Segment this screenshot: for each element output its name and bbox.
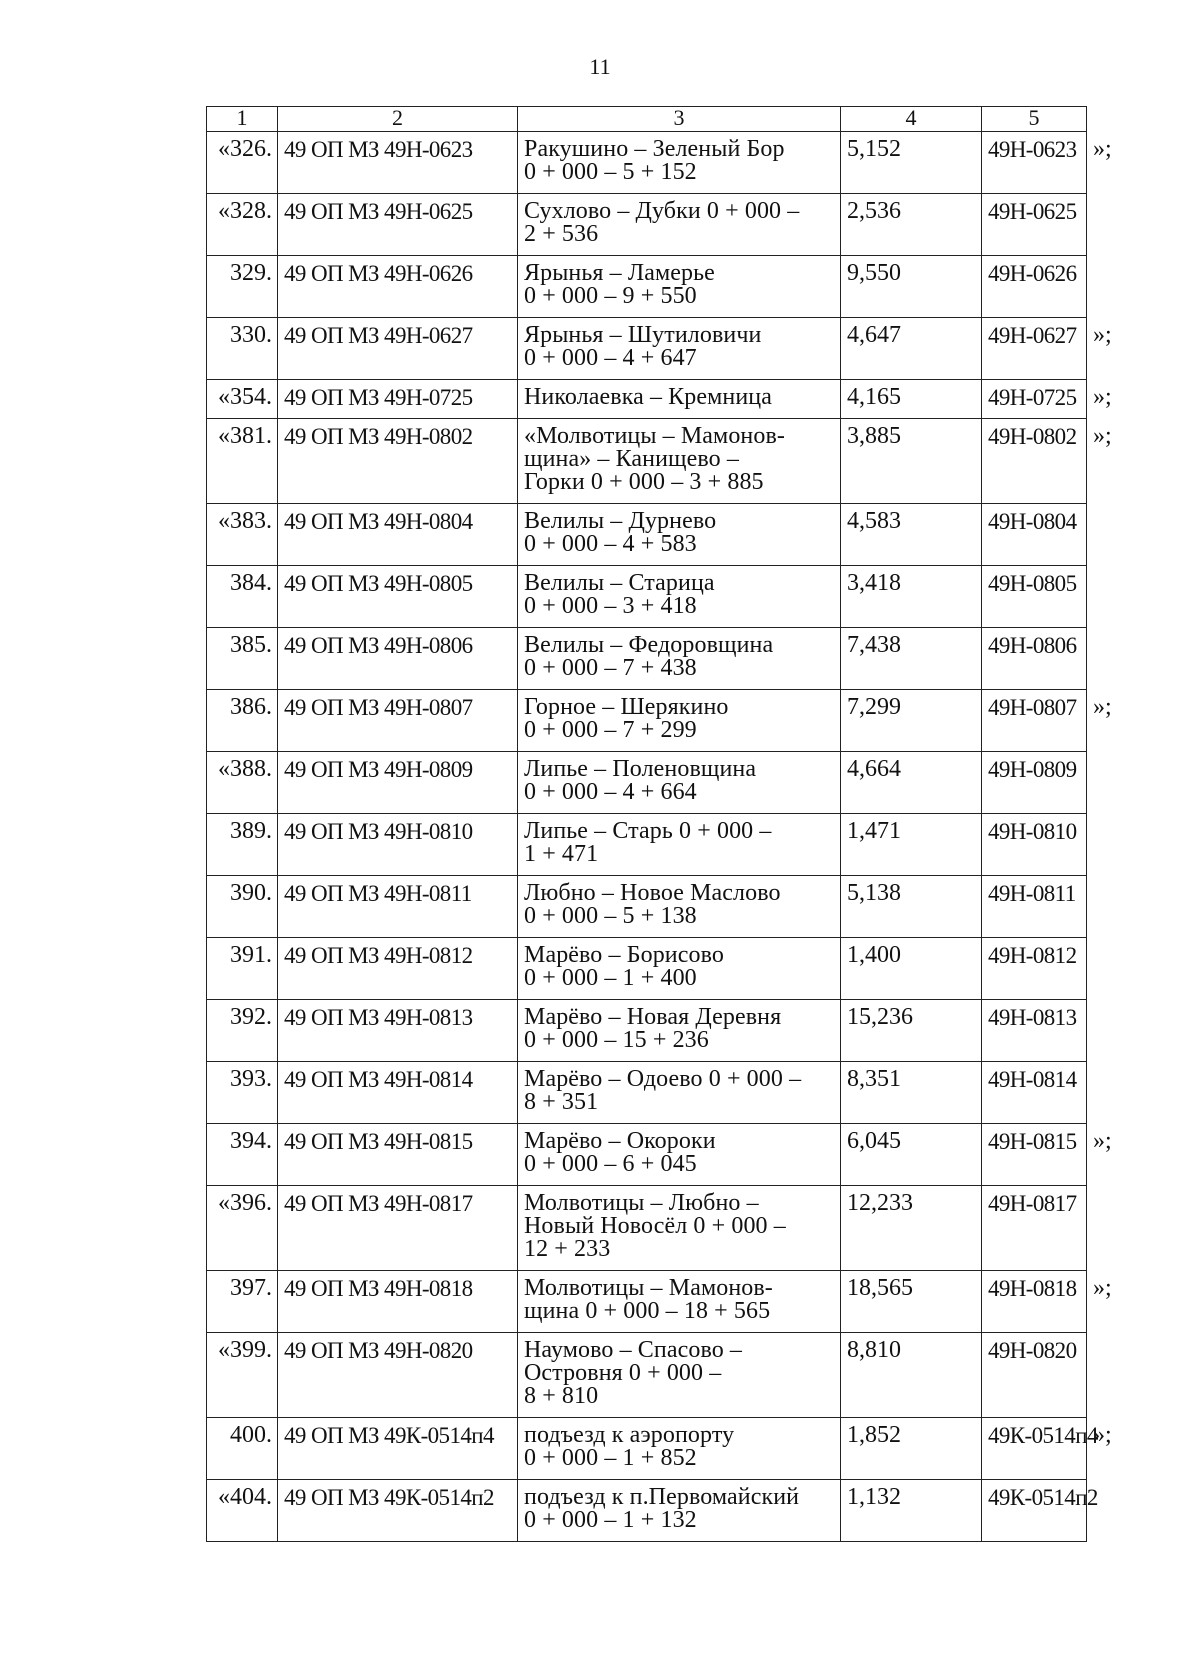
closing-quote [1087,1062,1127,1124]
road-id: 49Н-0811 [982,876,1087,938]
table-row [207,938,1127,1000]
road-code: 49 ОП МЗ 49Н-0626 [278,256,518,318]
road-id: 49Н-0818 [982,1271,1087,1333]
table-row [207,876,1127,938]
road-name [518,1271,841,1333]
table-row [207,380,1127,419]
closing-quote: »; [1093,1127,1112,1154]
closing-quote [1087,1186,1127,1271]
road-name-line: 0 + 000 – 3 + 418 [524,593,697,619]
row-number: 394. [207,1124,278,1186]
row-number: «388. [207,752,278,814]
closing-quote: »; [1093,1274,1112,1301]
road-code: 49 ОП МЗ 49Н-0817 [278,1186,518,1271]
road-id: 49Н-0807 [982,690,1087,752]
road-length: 7,438 [841,628,982,690]
closing-quote: »; [1093,383,1112,410]
road-name [518,132,841,194]
header-col-1: 1 [207,107,278,132]
closing-quote [1087,814,1127,876]
road-length: 4,583 [841,504,982,566]
table-header [207,107,1127,132]
road-name-line: 12 + 233 [524,1236,611,1262]
row-number: «326. [207,132,278,194]
road-length: 15,236 [841,1000,982,1062]
road-id: 49Н-0627 [982,318,1087,380]
road-id: 49К-0514п2 [982,1480,1087,1542]
road-name-line: Марёво – Окороки [524,1128,716,1154]
closing-quote [1087,876,1127,938]
road-name-line: Ракушино – Зеленый Бор [524,136,785,162]
roads-table [206,106,1127,1542]
road-name-line: Молвотицы – Любно – [524,1190,759,1216]
table-row [207,814,1127,876]
road-name-line: 8 + 810 [524,1383,599,1409]
closing-quote [1087,1333,1127,1418]
road-id: 49Н-0806 [982,628,1087,690]
row-number: «328. [207,194,278,256]
table-row [207,504,1127,566]
road-name [518,419,841,504]
road-length: 7,299 [841,690,982,752]
row-number: 392. [207,1000,278,1062]
closing-quote: »; [1093,135,1112,162]
road-name-line: Ярынья – Шутиловичи [524,322,762,348]
road-id: 49Н-0725 [982,380,1087,419]
road-name [518,1062,841,1124]
road-name-line: 0 + 000 – 6 + 045 [524,1151,697,1177]
table-row [207,419,1127,504]
road-id: 49Н-0812 [982,938,1087,1000]
road-code: 49 ОП МЗ 49Н-0627 [278,318,518,380]
road-name-line: 0 + 000 – 1 + 400 [524,965,697,991]
road-name [518,628,841,690]
row-number: 390. [207,876,278,938]
road-id: 49К-0514п4 [982,1418,1087,1480]
row-number: «396. [207,1186,278,1271]
road-name-line: 0 + 000 – 7 + 299 [524,717,697,743]
table-row [207,752,1127,814]
road-name [518,1000,841,1062]
closing-quote [1087,504,1127,566]
table-row [207,256,1127,318]
table-row [207,690,1127,752]
road-name-line: Николаевка – Кремница [524,384,772,410]
road-name [518,938,841,1000]
road-name [518,690,841,752]
road-code: 49 ОП МЗ 49Н-0814 [278,1062,518,1124]
road-length: 5,138 [841,876,982,938]
road-name [518,1333,841,1418]
row-number: 389. [207,814,278,876]
closing-quote [1087,752,1127,814]
road-name [518,194,841,256]
road-name-line: Марёво – Борисово [524,942,724,968]
road-code: 49 ОП МЗ 49Н-0809 [278,752,518,814]
road-name-line: 0 + 000 – 4 + 664 [524,779,697,805]
road-name-line: 0 + 000 – 1 + 132 [524,1507,697,1533]
table-row [207,1418,1127,1480]
road-id: 49Н-0805 [982,566,1087,628]
road-code: 49 ОП МЗ 49К-0514п2 [278,1480,518,1542]
row-number: «354. [207,380,278,419]
row-number: 330. [207,318,278,380]
closing-quote [1087,628,1127,690]
road-id: 49Н-0815 [982,1124,1087,1186]
road-id: 49Н-0817 [982,1186,1087,1271]
road-name-line: 0 + 000 – 4 + 647 [524,345,697,371]
road-name-line: Ярынья – Ламерье [524,260,715,286]
road-name [518,876,841,938]
closing-quote: »; [1093,321,1112,348]
road-name-line: Горки 0 + 000 – 3 + 885 [524,469,764,495]
row-number: «399. [207,1333,278,1418]
row-number: 385. [207,628,278,690]
road-code: 49 ОП МЗ 49Н-0820 [278,1333,518,1418]
table-row [207,318,1127,380]
road-name [518,1124,841,1186]
row-number: 386. [207,690,278,752]
road-length: 8,351 [841,1062,982,1124]
road-length: 9,550 [841,256,982,318]
road-name [518,1186,841,1271]
closing-quote: »; [1093,422,1112,449]
road-name-line: Горное – Шерякино [524,694,729,720]
road-id: 49Н-0820 [982,1333,1087,1418]
road-id: 49Н-0802 [982,419,1087,504]
road-length: 2,536 [841,194,982,256]
road-name [518,752,841,814]
road-name [518,504,841,566]
table-row [207,1333,1127,1418]
road-length: 12,233 [841,1186,982,1271]
closing-quote [1087,1000,1127,1062]
closing-quote: »; [1093,693,1112,720]
road-name-line: Марёво – Новая Деревня [524,1004,782,1030]
road-code: 49 ОП МЗ 49Н-0811 [278,876,518,938]
road-length: 1,852 [841,1418,982,1480]
road-name-line: 0 + 000 – 4 + 583 [524,531,697,557]
road-name-line: Велилы – Федоровщина [524,632,774,658]
page-number: 11 [589,54,611,79]
table-row [207,628,1127,690]
road-length: 4,664 [841,752,982,814]
road-code: 49 ОП МЗ 49Н-0810 [278,814,518,876]
table-row [207,1480,1127,1542]
table-row [207,1271,1127,1333]
road-name [518,318,841,380]
road-length: 18,565 [841,1271,982,1333]
road-name [518,814,841,876]
closing-quote [1087,566,1127,628]
road-id: 49Н-0809 [982,752,1087,814]
road-name-line: «Молвотицы – Мамонов- [524,423,786,449]
road-length: 6,045 [841,1124,982,1186]
road-name-line: Наумово – Спасово – [524,1337,743,1363]
row-number: 384. [207,566,278,628]
road-code: 49 ОП МЗ 49Н-0818 [278,1271,518,1333]
road-code: 49 ОП МЗ 49К-0514п4 [278,1418,518,1480]
road-code: 49 ОП МЗ 49Н-0813 [278,1000,518,1062]
row-number: 400. [207,1418,278,1480]
road-name-line: Новый Новосёл 0 + 000 – [524,1213,786,1239]
road-name-line: 0 + 000 – 15 + 236 [524,1027,709,1053]
road-name-line: подъезд к п.Первомайский [524,1484,800,1510]
road-length: 1,400 [841,938,982,1000]
road-length: 5,152 [841,132,982,194]
road-code: 49 ОП МЗ 49Н-0807 [278,690,518,752]
table-body [207,132,1127,1542]
road-code: 49 ОП МЗ 49Н-0802 [278,419,518,504]
road-name-line: 0 + 000 – 1 + 852 [524,1445,697,1471]
road-length: 1,132 [841,1480,982,1542]
road-name [518,1418,841,1480]
header-col-4: 4 [841,107,982,132]
road-name-line: Липье – Поленовщина [524,756,757,782]
road-length: 4,165 [841,380,982,419]
road-name-line: Молвотицы – Мамонов- [524,1275,773,1301]
row-number: «381. [207,419,278,504]
header-col-2: 2 [278,107,518,132]
closing-quote [1087,256,1127,318]
road-code: 49 ОП МЗ 49Н-0805 [278,566,518,628]
row-number: 393. [207,1062,278,1124]
table-row [207,1124,1127,1186]
closing-quote [1087,938,1127,1000]
road-code: 49 ОП МЗ 49Н-0804 [278,504,518,566]
road-code: 49 ОП МЗ 49Н-0815 [278,1124,518,1186]
row-number: «383. [207,504,278,566]
road-name-line: 0 + 000 – 9 + 550 [524,283,697,309]
road-code: 49 ОП МЗ 49Н-0812 [278,938,518,1000]
header-col-3: 3 [518,107,841,132]
road-length: 1,471 [841,814,982,876]
road-name-line: Сухлово – Дубки 0 + 000 – [524,198,800,224]
road-name [518,380,841,419]
road-code: 49 ОП МЗ 49Н-0625 [278,194,518,256]
table-row [207,566,1127,628]
table-row [207,1000,1127,1062]
closing-quote [1087,194,1127,256]
road-id: 49Н-0626 [982,256,1087,318]
road-id: 49Н-0810 [982,814,1087,876]
road-name-line: Велилы – Старица [524,570,715,596]
road-code: 49 ОП МЗ 49Н-0623 [278,132,518,194]
row-number: «404. [207,1480,278,1542]
table-row [207,132,1127,194]
road-name-line: 0 + 000 – 5 + 152 [524,159,697,185]
header-spacer [1087,107,1127,132]
road-id: 49Н-0625 [982,194,1087,256]
road-name-line: Марёво – Одоево 0 + 000 – [524,1066,802,1092]
row-number: 391. [207,938,278,1000]
road-name-line: Липье – Старь 0 + 000 – [524,818,772,844]
road-id: 49Н-0813 [982,1000,1087,1062]
road-length: 8,810 [841,1333,982,1418]
road-name-line: 2 + 536 [524,221,599,247]
road-name [518,566,841,628]
table-row [207,1186,1127,1271]
road-id: 49Н-0623 [982,132,1087,194]
road-name [518,256,841,318]
road-name-line: щина 0 + 000 – 18 + 565 [524,1298,771,1324]
road-length: 4,647 [841,318,982,380]
row-number: 397. [207,1271,278,1333]
road-name-line: Любно – Новое Маслово [524,880,781,906]
table-row [207,1062,1127,1124]
road-name-line: 1 + 471 [524,841,599,867]
road-name-line: щина» – Канищево – [524,446,739,472]
road-name-line: 8 + 351 [524,1089,599,1115]
row-number: 329. [207,256,278,318]
road-name-line: подъезд к аэропорту [524,1422,735,1448]
header-col-5: 5 [982,107,1087,132]
road-length: 3,418 [841,566,982,628]
road-id: 49Н-0814 [982,1062,1087,1124]
road-code: 49 ОП МЗ 49Н-0806 [278,628,518,690]
table-row [207,194,1127,256]
road-id: 49Н-0804 [982,504,1087,566]
road-name-line: Велилы – Дурнево [524,508,717,534]
closing-quote: »; [1093,1421,1112,1448]
road-name-line: 0 + 000 – 5 + 138 [524,903,697,929]
road-code: 49 ОП МЗ 49Н-0725 [278,380,518,419]
road-name-line: 0 + 000 – 7 + 438 [524,655,697,681]
road-name [518,1480,841,1542]
road-name-line: Островня 0 + 000 – [524,1360,722,1386]
road-length: 3,885 [841,419,982,504]
